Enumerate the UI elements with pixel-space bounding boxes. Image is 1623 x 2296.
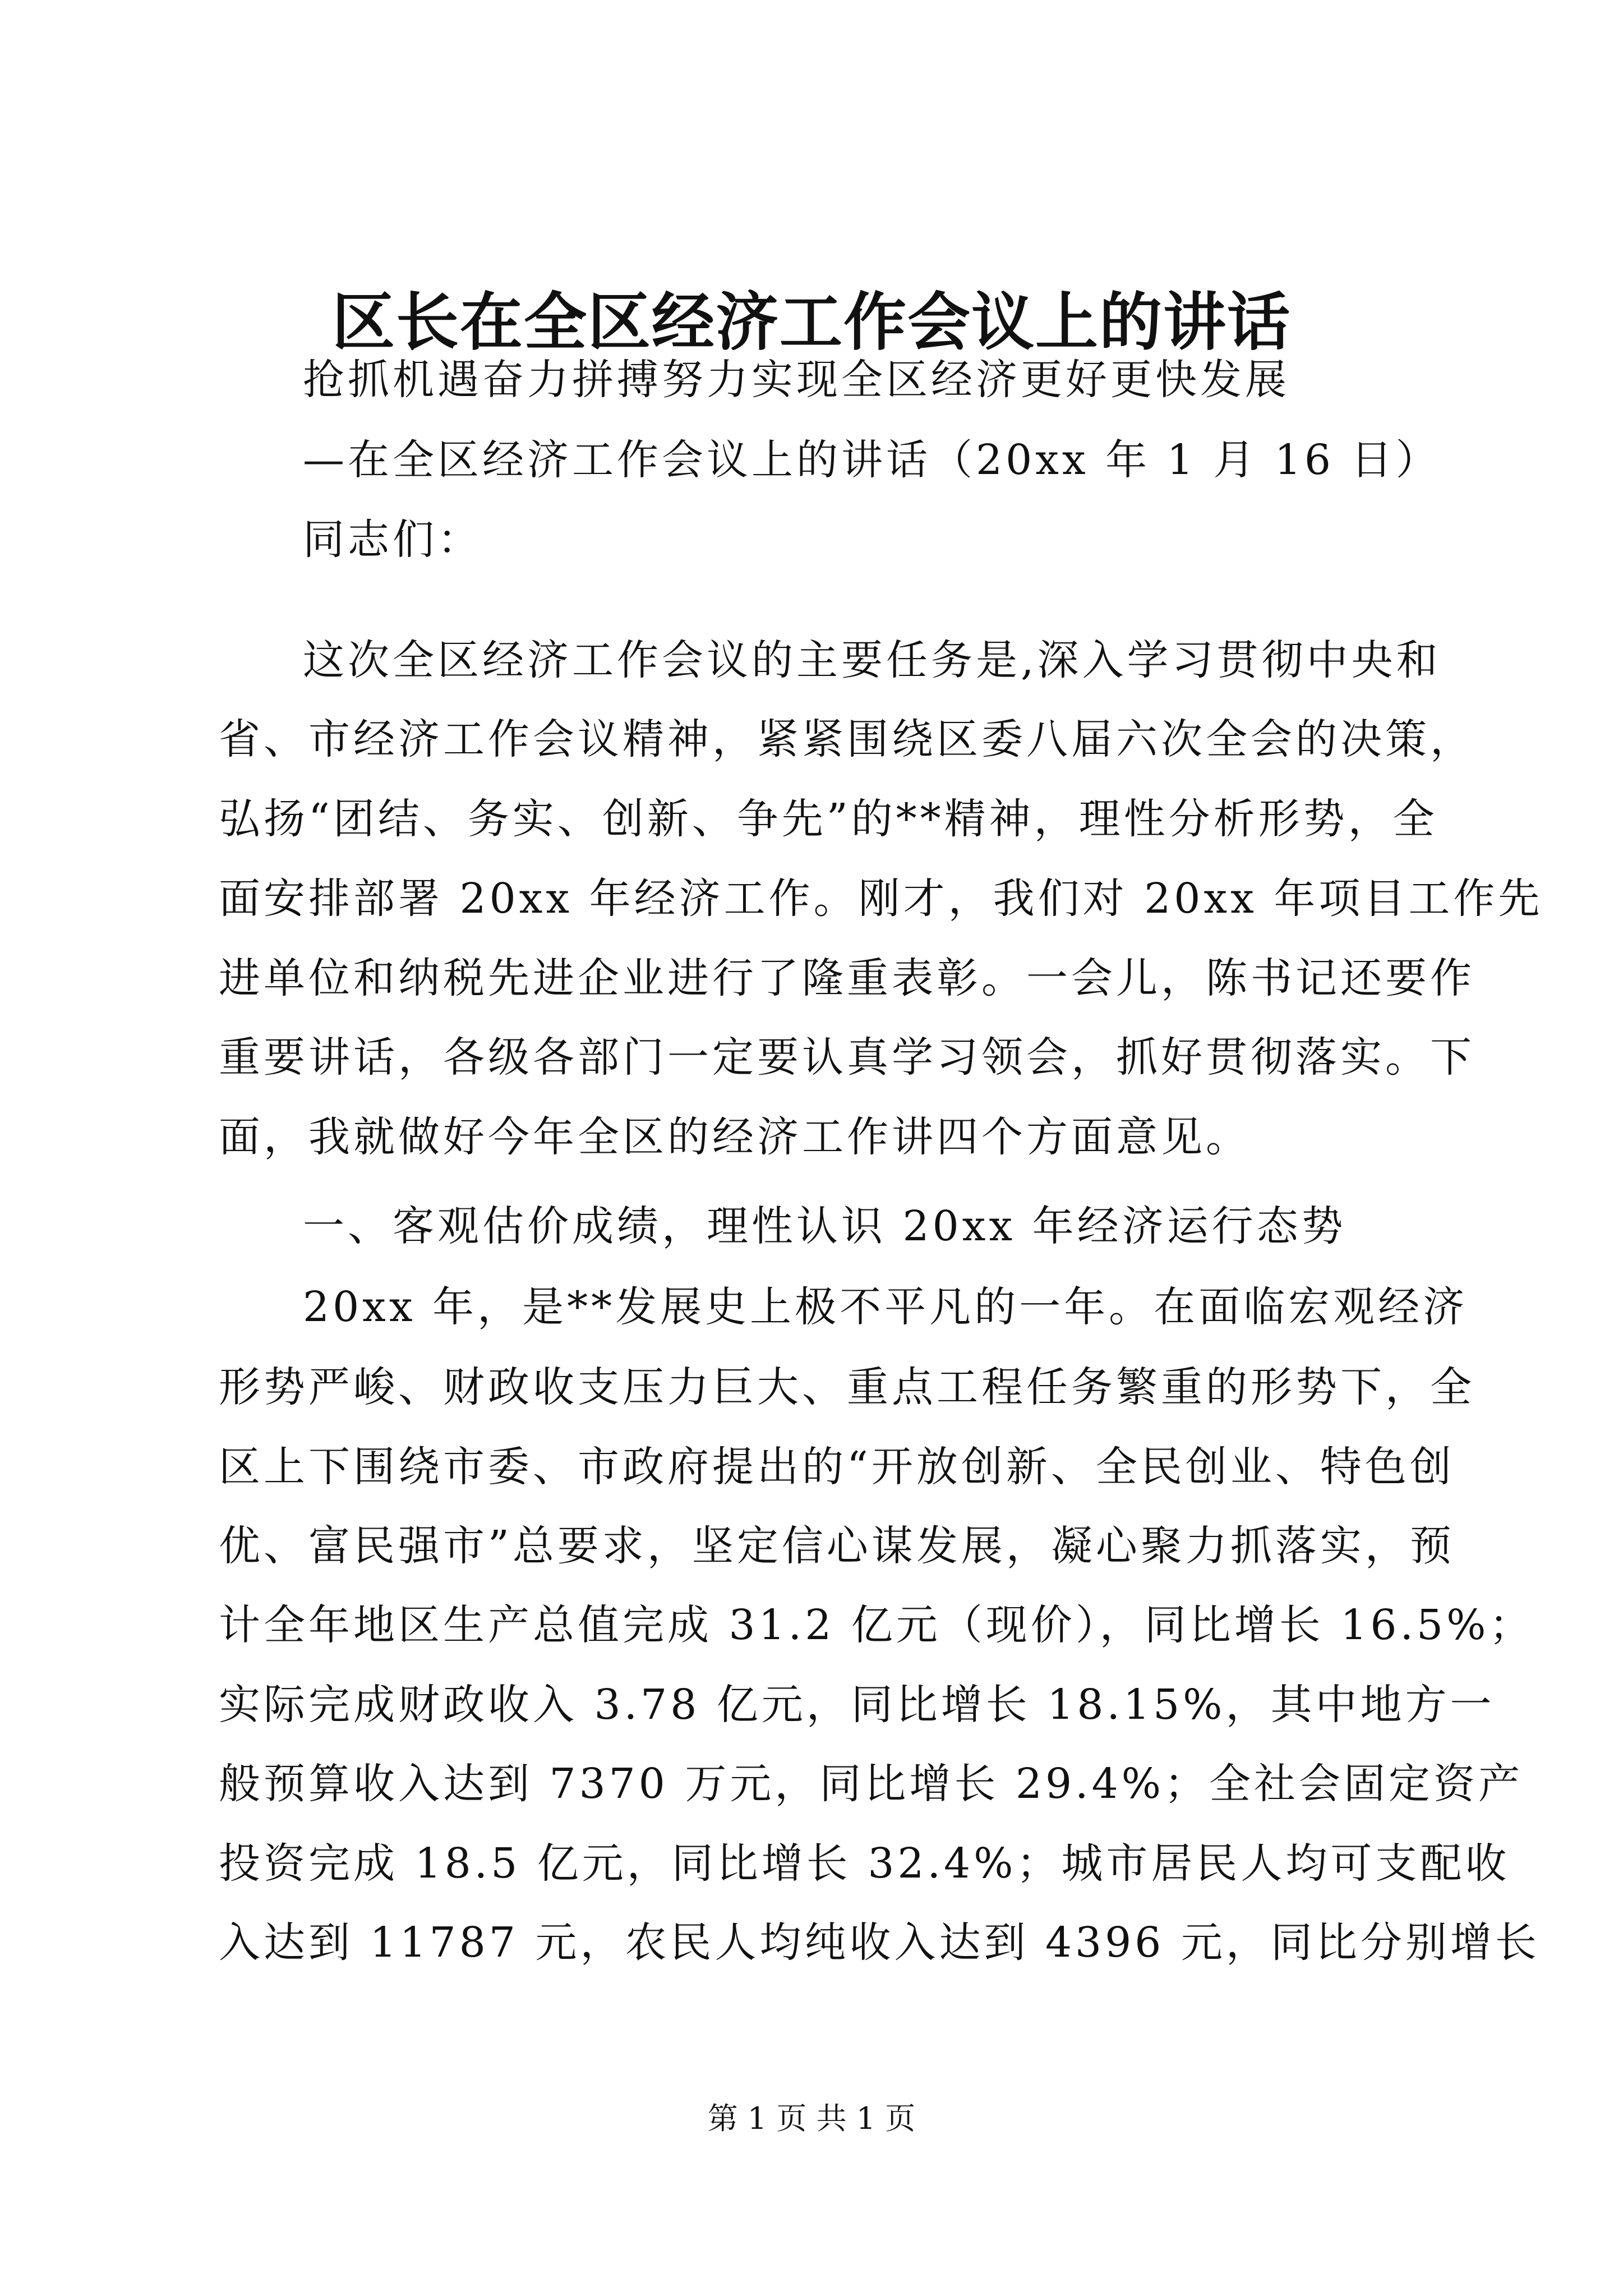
body-line: 进单位和纳税先进企业进行了隆重表彰。一会儿，陈书记还要作 — [219, 954, 1475, 1002]
page-footer: 第 1 页 共 1 页 — [707, 2101, 916, 2136]
body-line: 弘扬“团结、务实、创新、争先”的**精神，理性分析形势，全 — [219, 795, 1438, 843]
subtitle-date-line: —在全区经济工作会议上的讲话（20xx 年 1 月 16 日） — [303, 436, 1441, 484]
body-line: 投资完成 18.5 亿元，同比增长 32.4%；城市居民人均可支配收 — [219, 1839, 1510, 1888]
body-line: 计全年地区生产总值完成 31.2 亿元（现价），同比增长 16.5%； — [219, 1601, 1534, 1649]
body-line: 面安排部署 20xx 年经济工作。刚才，我们对 20xx 年项目工作先 — [219, 875, 1543, 923]
body-line: 入达到 11787 元，农民人均纯收入达到 4396 元，同比分别增长 — [219, 1918, 1540, 1967]
body-line: 20xx 年，是**发展史上极不平凡的一年。在面临宏观经济 — [303, 1283, 1468, 1331]
body-line: 省、市经济工作会议精神，紧紧围绕区委八届六次全会的决策， — [219, 715, 1475, 763]
body-line: 这次全区经济工作会议的主要任务是,深入学习贯彻中央和 — [303, 636, 1441, 684]
body-line: 形势严峻、财政收支压力巨大、重点工程任务繁重的形势下，全 — [219, 1363, 1475, 1411]
body-line: 面，我就做好今年全区的经济工作讲四个方面意见。 — [219, 1113, 1251, 1161]
salutation: 同志们： — [303, 516, 482, 564]
body-line: 优、富民强市”总要求，坚定信心谋发展，凝心聚力抓落实，预 — [219, 1522, 1455, 1570]
body-line: 实际完成财政收入 3.78 亿元，同比增长 18.15%，其中地方一 — [219, 1681, 1495, 1729]
body-line: 重要讲话，各级各部门一定要认真学习领会，抓好贯彻落实。下 — [219, 1033, 1475, 1082]
document-title: 区长在全区经济工作会议上的讲话 — [332, 286, 1291, 359]
body-line: 区上下围绕市委、市政府提出的“开放创新、全民创业、特色创 — [219, 1443, 1455, 1491]
section-heading: 一、客观估价成绩，理性认识 20xx 年经济运行态势 — [303, 1202, 1347, 1250]
body-line: 般预算收入达到 7370 万元，同比增长 29.4%；全社会固定资产 — [219, 1760, 1523, 1808]
subtitle-line: 抢抓机遇奋力拼搏努力实现全区经济更好更快发展 — [303, 356, 1290, 404]
